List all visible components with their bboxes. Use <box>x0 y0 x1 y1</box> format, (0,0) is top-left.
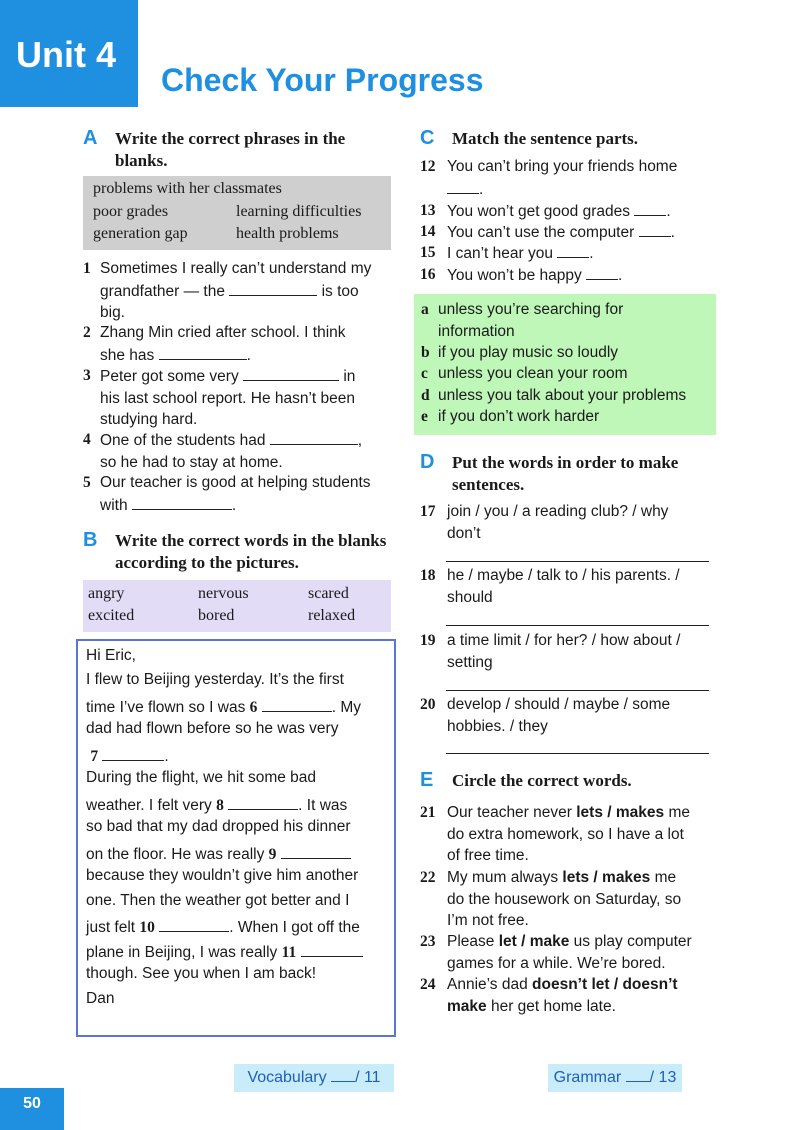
phrase-item: health problems <box>236 225 339 242</box>
section-instruction: Write the correct phrases in the blanks. <box>115 129 346 170</box>
answer-line[interactable] <box>446 753 709 754</box>
answer-line[interactable] <box>446 561 709 562</box>
answer-blank[interactable] <box>228 794 298 810</box>
question-14: 14 You can’t use the computer . <box>420 223 675 241</box>
word-bank <box>83 580 391 632</box>
question-19: 19 a time limit / for her? / how about / setting <box>420 632 681 671</box>
section-letter: C <box>420 127 435 149</box>
section-a-heading <box>83 128 393 172</box>
answer-blank[interactable] <box>301 941 363 957</box>
question-5: 5 Our teacher is good at helping students with . <box>83 474 371 514</box>
word-choice[interactable]: lets / makes <box>576 804 665 821</box>
answer-blank[interactable] <box>243 365 339 381</box>
word-item: relaxed <box>308 607 356 624</box>
answer-blank[interactable] <box>557 242 589 258</box>
answer-blank[interactable] <box>132 494 232 510</box>
question-13: 13 You won’t get good grades . <box>420 202 671 220</box>
option-d: d unless you talk about your problems <box>421 387 687 404</box>
unit-label: Unit 4 <box>16 34 117 75</box>
option-a: a unless you’re searching for information <box>421 301 624 340</box>
section-d-heading <box>420 452 720 496</box>
question-15: 15 I can’t hear you . <box>420 244 594 262</box>
section-letter: E <box>420 769 434 791</box>
unit-badge <box>0 0 138 107</box>
question-23: 23 Please let / make us play computer games for a while. We’re bored. <box>420 933 692 972</box>
phrase-bank <box>83 176 391 250</box>
answer-blank[interactable] <box>159 344 247 360</box>
phrase-item: generation gap <box>93 225 188 242</box>
question-2: 2 Zhang Min cried after school. I think she has . <box>83 324 346 364</box>
word-item: excited <box>88 607 135 624</box>
answer-blank[interactable] <box>586 264 618 280</box>
grammar-score: Grammar / 13 <box>548 1064 682 1092</box>
question-17: 17 join / you / a reading club? / why don’t <box>420 503 669 542</box>
word-choice[interactable]: make <box>447 997 487 1015</box>
question-16: 16 You won’t be happy . <box>420 266 623 284</box>
answer-blank[interactable] <box>102 745 164 761</box>
question-22: 22 My mum always lets / makes me do the housework on Saturday, so I’m not free. <box>420 869 682 929</box>
word-item: angry <box>88 585 125 602</box>
answer-blank[interactable] <box>270 429 358 445</box>
question-1: 1 Sometimes I really can’t understand my grandfather — the is too big. <box>83 260 372 321</box>
options-box <box>414 294 716 435</box>
section-instruction: Write the correct words in the blanks according to the pictures. <box>115 531 387 572</box>
question-3: 3 Peter got some very in his last school report. He hasn’t been studying hard. <box>83 367 356 428</box>
option-e: e if you don’t work harder <box>421 408 600 425</box>
section-b-heading <box>83 530 393 574</box>
score-blank[interactable] <box>331 1066 355 1082</box>
phrase-item: problems with her classmates <box>93 180 282 197</box>
word-item: bored <box>198 607 235 624</box>
section-letter: D <box>420 451 435 473</box>
word-item: nervous <box>198 585 249 602</box>
question-24: 24 Annie’s dad doesn’t let / doesn’t make her get home late. <box>420 976 678 1015</box>
option-c: c unless you clean your room <box>421 365 628 382</box>
option-b: b if you play music so loudly <box>421 344 619 361</box>
question-18: 18 he / maybe / talk to / his parents. / should <box>420 567 680 606</box>
question-12: 12 You can’t bring your friends home . <box>420 158 678 198</box>
page-number: 50 <box>0 1088 64 1130</box>
word-choice[interactable]: let / make <box>498 933 570 950</box>
vocabulary-score: Vocabulary / 11 <box>234 1064 394 1092</box>
question-20: 20 develop / should / maybe / some hobbies. / they <box>420 696 671 735</box>
answer-blank[interactable] <box>159 916 229 932</box>
section-letter: B <box>83 529 98 551</box>
answer-line[interactable] <box>446 625 709 626</box>
word-choice[interactable]: doesn’t let / doesn’t <box>532 976 678 993</box>
letter-box: Hi Eric, I flew to Beijing yesterday. It’s the first time I’ve flown so I was 6 . My dad had flown before so he was very 7 . During the flight, we hit some bad weather. I felt very 8 . It was so bad that my dad dropped his dinner on the floor. He was really 9 because they wouldn’t give him another one. Then the weather got better and I just felt 10 . When I got off the plane in Beijing, I was really 11 though. See you when I am back! Dan <box>76 639 396 1037</box>
answer-blank[interactable] <box>262 696 332 712</box>
answer-blank[interactable] <box>639 221 671 237</box>
section-instruction: Put the words in order to make sentences. <box>452 453 679 494</box>
score-blank[interactable] <box>626 1066 650 1082</box>
section-c-heading <box>420 128 720 150</box>
section-letter: A <box>83 127 98 149</box>
answer-blank[interactable] <box>634 200 666 216</box>
phrase-item: poor grades <box>93 203 169 220</box>
page-title: Check Your Progress <box>161 62 484 98</box>
answer-blank[interactable] <box>281 843 351 859</box>
word-item: scared <box>308 585 349 602</box>
answer-line[interactable] <box>446 690 709 691</box>
section-instruction: Circle the correct words. <box>452 771 632 790</box>
phrase-item: learning difficulties <box>236 203 362 220</box>
answer-blank[interactable] <box>229 280 317 296</box>
question-21: 21 Our teacher never lets / makes me do extra homework, so I have a lot of free time. <box>420 804 690 864</box>
section-e-heading <box>420 770 720 792</box>
question-4: 4 One of the students had , so he had to stay at home. <box>83 431 363 471</box>
answer-blank[interactable] <box>447 178 479 194</box>
section-instruction: Match the sentence parts. <box>452 129 639 148</box>
word-choice[interactable]: lets / makes <box>562 869 651 886</box>
